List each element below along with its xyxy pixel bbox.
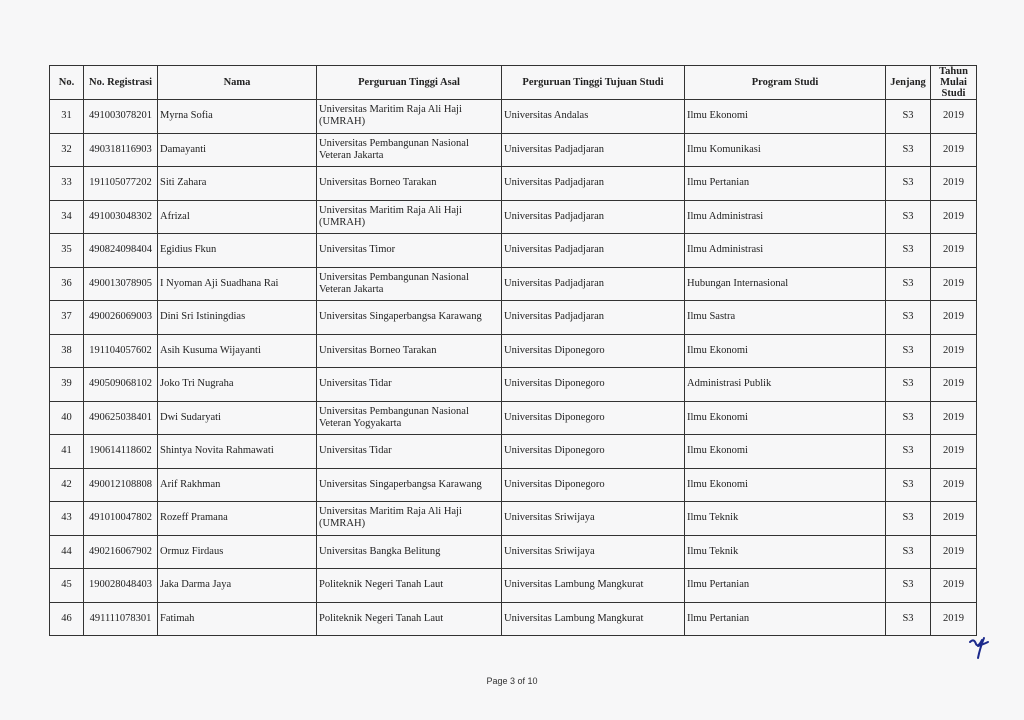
cell-level: S3 xyxy=(886,535,931,569)
cell-level: S3 xyxy=(886,133,931,167)
cell-level: S3 xyxy=(886,468,931,502)
header-no: No. xyxy=(50,66,84,100)
cell-study-program: Ilmu Administrasi xyxy=(685,234,886,268)
cell-origin-university: Politeknik Negeri Tanah Laut xyxy=(317,602,502,636)
cell-name: Afrizal xyxy=(158,200,317,234)
page-number: Page 3 of 10 xyxy=(486,676,538,686)
cell-start-year: 2019 xyxy=(931,133,977,167)
cell-origin-university: Universitas Tidar xyxy=(317,368,502,402)
cell-name: Egidius Fkun xyxy=(158,234,317,268)
cell-study-program: Ilmu Ekonomi xyxy=(685,334,886,368)
cell-name: Shintya Novita Rahmawati xyxy=(158,435,317,469)
cell-name: Siti Zahara xyxy=(158,167,317,201)
cell-registration: 190614118602 xyxy=(84,435,158,469)
cell-registration: 491003048302 xyxy=(84,200,158,234)
cell-name: Dwi Sudaryati xyxy=(158,401,317,435)
cell-level: S3 xyxy=(886,435,931,469)
header-study-program: Program Studi xyxy=(685,66,886,100)
table-row xyxy=(50,200,977,234)
cell-start-year: 2019 xyxy=(931,401,977,435)
cell-registration: 190028048403 xyxy=(84,569,158,603)
cell-registration: 490216067902 xyxy=(84,535,158,569)
cell-name: Damayanti xyxy=(158,133,317,167)
cell-destination-university: Universitas Sriwijaya xyxy=(502,535,685,569)
table-row xyxy=(50,468,977,502)
header-origin-university: Perguruan Tinggi Asal xyxy=(317,66,502,100)
cell-level: S3 xyxy=(886,334,931,368)
cell-destination-university: Universitas Padjadjaran xyxy=(502,301,685,335)
cell-destination-university: Universitas Diponegoro xyxy=(502,468,685,502)
cell-study-program: Ilmu Ekonomi xyxy=(685,401,886,435)
cell-origin-university: Universitas Tidar xyxy=(317,435,502,469)
cell-study-program: Hubungan Internasional xyxy=(685,267,886,301)
cell-name: Dini Sri Istiningdias xyxy=(158,301,317,335)
cell-no: 43 xyxy=(50,502,84,536)
table-row xyxy=(50,167,977,201)
cell-study-program: Ilmu Sastra xyxy=(685,301,886,335)
cell-start-year: 2019 xyxy=(931,167,977,201)
cell-level: S3 xyxy=(886,602,931,636)
cell-name: Arif Rakhman xyxy=(158,468,317,502)
cell-destination-university: Universitas Sriwijaya xyxy=(502,502,685,536)
cell-study-program: Ilmu Komunikasi xyxy=(685,133,886,167)
cell-no: 44 xyxy=(50,535,84,569)
cell-destination-university: Universitas Padjadjaran xyxy=(502,167,685,201)
header-level: Jenjang xyxy=(886,66,931,100)
cell-no: 33 xyxy=(50,167,84,201)
table-row xyxy=(50,368,977,402)
cell-level: S3 xyxy=(886,267,931,301)
cell-start-year: 2019 xyxy=(931,301,977,335)
cell-name: Fatimah xyxy=(158,602,317,636)
cell-no: 42 xyxy=(50,468,84,502)
cell-start-year: 2019 xyxy=(931,435,977,469)
cell-destination-university: Universitas Diponegoro xyxy=(502,334,685,368)
cell-no: 35 xyxy=(50,234,84,268)
cell-origin-university: Universitas Borneo Tarakan xyxy=(317,167,502,201)
cell-origin-university: Universitas Pembangunan Nasional Veteran Jakarta xyxy=(317,267,502,301)
cell-registration: 491010047802 xyxy=(84,502,158,536)
cell-origin-university: Universitas Maritim Raja Ali Haji (UMRAH) xyxy=(317,200,502,234)
table-body xyxy=(50,100,977,636)
header-start-year: Tahun Mulai Studi xyxy=(931,66,977,100)
table-row xyxy=(50,334,977,368)
cell-name: Asih Kusuma Wijayanti xyxy=(158,334,317,368)
cell-name: I Nyoman Aji Suadhana Rai xyxy=(158,267,317,301)
cell-origin-university: Universitas Pembangunan Nasional Veteran Jakarta xyxy=(317,133,502,167)
cell-start-year: 2019 xyxy=(931,569,977,603)
cell-registration: 490318116903 xyxy=(84,133,158,167)
cell-level: S3 xyxy=(886,301,931,335)
cell-study-program: Ilmu Pertanian xyxy=(685,569,886,603)
cell-destination-university: Universitas Lambung Mangkurat xyxy=(502,569,685,603)
header-registration: No. Registrasi xyxy=(84,66,158,100)
cell-registration: 191104057602 xyxy=(84,334,158,368)
cell-origin-university: Universitas Timor xyxy=(317,234,502,268)
cell-start-year: 2019 xyxy=(931,468,977,502)
cell-no: 46 xyxy=(50,602,84,636)
recipients-table xyxy=(49,65,977,636)
table-row xyxy=(50,234,977,268)
cell-origin-university: Universitas Singaperbangsa Karawang xyxy=(317,468,502,502)
table-row xyxy=(50,569,977,603)
cell-name: Jaka Darma Jaya xyxy=(158,569,317,603)
cell-name: Rozeff Pramana xyxy=(158,502,317,536)
cell-name: Joko Tri Nugraha xyxy=(158,368,317,402)
table-row xyxy=(50,602,977,636)
cell-origin-university: Politeknik Negeri Tanah Laut xyxy=(317,569,502,603)
table-row xyxy=(50,301,977,335)
cell-start-year: 2019 xyxy=(931,234,977,268)
cell-destination-university: Universitas Diponegoro xyxy=(502,368,685,402)
cell-destination-university: Universitas Padjadjaran xyxy=(502,234,685,268)
cell-origin-university: Universitas Singaperbangsa Karawang xyxy=(317,301,502,335)
cell-level: S3 xyxy=(886,569,931,603)
cell-no: 32 xyxy=(50,133,84,167)
table-row xyxy=(50,435,977,469)
cell-destination-university: Universitas Padjadjaran xyxy=(502,267,685,301)
cell-registration: 490026069003 xyxy=(84,301,158,335)
table-row xyxy=(50,535,977,569)
cell-origin-university: Universitas Maritim Raja Ali Haji (UMRAH) xyxy=(317,100,502,134)
header-name: Nama xyxy=(158,66,317,100)
initial-signature-icon xyxy=(966,632,994,660)
cell-study-program: Ilmu Ekonomi xyxy=(685,468,886,502)
cell-study-program: Ilmu Pertanian xyxy=(685,167,886,201)
cell-level: S3 xyxy=(886,200,931,234)
cell-start-year: 2019 xyxy=(931,334,977,368)
cell-no: 38 xyxy=(50,334,84,368)
cell-no: 45 xyxy=(50,569,84,603)
cell-study-program: Ilmu Ekonomi xyxy=(685,435,886,469)
cell-level: S3 xyxy=(886,100,931,134)
cell-study-program: Ilmu Ekonomi xyxy=(685,100,886,134)
cell-destination-university: Universitas Andalas xyxy=(502,100,685,134)
cell-no: 39 xyxy=(50,368,84,402)
cell-destination-university: Universitas Lambung Mangkurat xyxy=(502,602,685,636)
table-row xyxy=(50,502,977,536)
cell-destination-university: Universitas Padjadjaran xyxy=(502,133,685,167)
cell-start-year: 2019 xyxy=(931,602,977,636)
cell-no: 36 xyxy=(50,267,84,301)
table-row xyxy=(50,133,977,167)
cell-level: S3 xyxy=(886,401,931,435)
cell-registration: 490824098404 xyxy=(84,234,158,268)
cell-level: S3 xyxy=(886,368,931,402)
table-header-row xyxy=(50,66,977,100)
cell-study-program: Ilmu Administrasi xyxy=(685,200,886,234)
cell-registration: 490509068102 xyxy=(84,368,158,402)
cell-name: Myrna Sofia xyxy=(158,100,317,134)
cell-registration: 490625038401 xyxy=(84,401,158,435)
cell-start-year: 2019 xyxy=(931,535,977,569)
cell-no: 37 xyxy=(50,301,84,335)
cell-registration: 491003078201 xyxy=(84,100,158,134)
cell-start-year: 2019 xyxy=(931,267,977,301)
cell-start-year: 2019 xyxy=(931,100,977,134)
cell-study-program: Ilmu Teknik xyxy=(685,502,886,536)
cell-origin-university: Universitas Bangka Belitung xyxy=(317,535,502,569)
cell-study-program: Administrasi Publik xyxy=(685,368,886,402)
cell-no: 34 xyxy=(50,200,84,234)
cell-start-year: 2019 xyxy=(931,200,977,234)
cell-origin-university: Universitas Maritim Raja Ali Haji (UMRAH) xyxy=(317,502,502,536)
cell-no: 41 xyxy=(50,435,84,469)
cell-destination-university: Universitas Diponegoro xyxy=(502,401,685,435)
table-row xyxy=(50,267,977,301)
cell-origin-university: Universitas Borneo Tarakan xyxy=(317,334,502,368)
cell-start-year: 2019 xyxy=(931,502,977,536)
cell-level: S3 xyxy=(886,502,931,536)
cell-registration: 490013078905 xyxy=(84,267,158,301)
table-row xyxy=(50,401,977,435)
header-destination-university: Perguruan Tinggi Tujuan Studi xyxy=(502,66,685,100)
cell-destination-university: Universitas Diponegoro xyxy=(502,435,685,469)
cell-registration: 191105077202 xyxy=(84,167,158,201)
cell-level: S3 xyxy=(886,167,931,201)
table-row xyxy=(50,100,977,134)
cell-destination-university: Universitas Padjadjaran xyxy=(502,200,685,234)
cell-no: 40 xyxy=(50,401,84,435)
cell-registration: 490012108808 xyxy=(84,468,158,502)
cell-name: Ormuz Firdaus xyxy=(158,535,317,569)
cell-study-program: Ilmu Teknik xyxy=(685,535,886,569)
cell-no: 31 xyxy=(50,100,84,134)
cell-origin-university: Universitas Pembangunan Nasional Veteran Yogyakarta xyxy=(317,401,502,435)
cell-study-program: Ilmu Pertanian xyxy=(685,602,886,636)
cell-level: S3 xyxy=(886,234,931,268)
cell-start-year: 2019 xyxy=(931,368,977,402)
cell-registration: 491111078301 xyxy=(84,602,158,636)
